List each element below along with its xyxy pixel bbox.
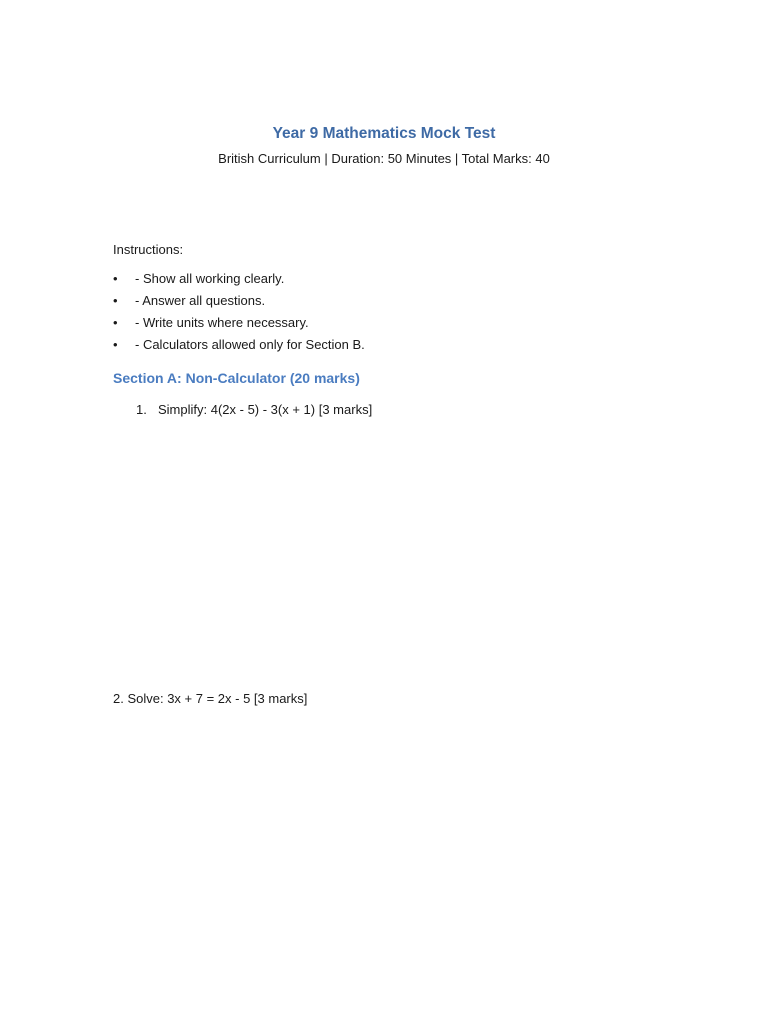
question-1-text: Simplify: 4(2x - 5) - 3(x + 1) [3 marks] bbox=[158, 402, 373, 417]
document-subtitle: British Curriculum | Duration: 50 Minutes | Total Marks: 40 bbox=[218, 151, 550, 166]
instructions-list bbox=[113, 270, 365, 358]
instruction-item bbox=[113, 292, 365, 314]
bullet-icon: • bbox=[113, 293, 118, 308]
instruction-item bbox=[113, 314, 365, 336]
bullet-icon: • bbox=[113, 337, 118, 352]
question-1-number: 1. bbox=[136, 402, 147, 417]
question-2: 2. Solve: 3x + 7 = 2x - 5 [3 marks] bbox=[113, 691, 308, 706]
bullet-icon: • bbox=[113, 271, 118, 286]
instructions-label: Instructions: bbox=[113, 242, 184, 257]
instruction-text: - Answer all questions. bbox=[135, 293, 266, 308]
instruction-text: - Calculators allowed only for Section B. bbox=[135, 337, 365, 352]
instruction-item bbox=[113, 336, 365, 358]
instruction-text: - Write units where necessary. bbox=[135, 315, 309, 330]
instruction-item bbox=[113, 270, 365, 292]
section-a-heading: Section A: Non-Calculator (20 marks) bbox=[113, 370, 360, 386]
bullet-icon: • bbox=[113, 315, 118, 330]
document-title: Year 9 Mathematics Mock Test bbox=[272, 125, 496, 142]
question-1 bbox=[136, 402, 372, 417]
instruction-text: - Show all working clearly. bbox=[135, 271, 285, 286]
